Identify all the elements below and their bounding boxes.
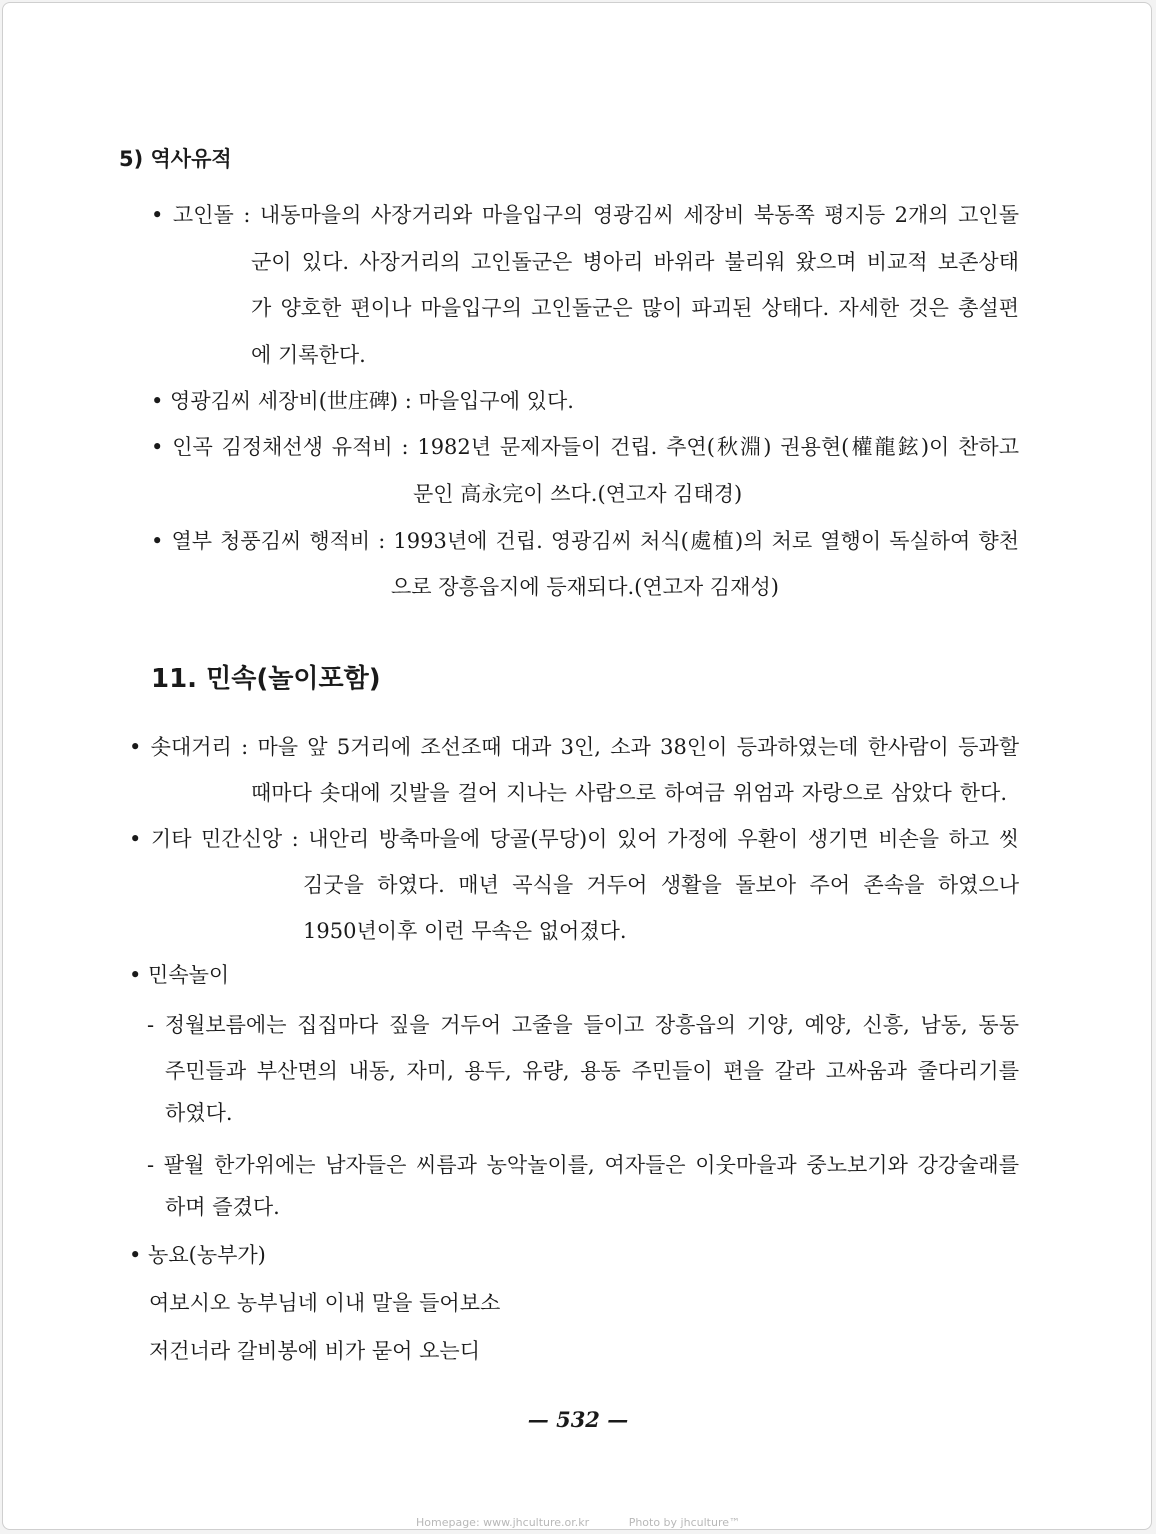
folk-games-heading: • 민속놀이 [129, 963, 230, 987]
document-page [2, 2, 1152, 1530]
jeongwol-line-3: 하였다. [165, 1101, 233, 1125]
section-heading-historic-sites: 5) 역사유적 [119, 147, 232, 171]
goindol-line-4: 에 기록한다. [251, 343, 366, 367]
farm-song-line-2: 저건너라 갈비봉에 비가 묻어 오는디 [149, 1339, 480, 1363]
footer-photo-credit: Photo by jhculture™ [628, 1516, 740, 1529]
farm-song-line-1: 여보시오 농부님네 이내 말을 들어보소 [149, 1291, 501, 1315]
yujeokbi-line-2: 문인 高永完이 쓰다.(연고자 김태경) [413, 482, 743, 506]
haengjeokbi-line-1: • 열부 청풍김씨 행적비 : 1993년에 건립. 영광김씨 처식(處植)의 처로 열행이 독실하여 향천 [151, 529, 1019, 553]
sejangbi-item: • 영광김씨 세장비(世庄碑) : 마을입구에 있다. [151, 389, 574, 413]
sotdae-line-1: • 솟대거리 : 마을 앞 5거리에 조선조때 대과 3인, 소과 38인이 등과하였는데 한사람이 등과할 [129, 735, 1019, 759]
folk-belief-line-2: 김굿을 하였다. 매년 곡식을 거두어 생활을 돌보아 주어 존속을 하였으나 [303, 873, 1019, 897]
goindol-line-1: • 고인돌 : 내동마을의 사장거리와 마을입구의 영광김씨 세장비 북동쪽 평지등 2개의 고인돌 [151, 203, 1019, 227]
folk-belief-line-1: • 기타 민간신앙 : 내안리 방축마을에 당골(무당)이 있어 가정에 우환이 생기면 비손을 하고 씻 [129, 827, 1019, 851]
chuseok-line-1: - 팔월 한가위에는 남자들은 씨름과 농악놀이를, 여자들은 이웃마을과 중노보기와 강강술래를 [147, 1153, 1019, 1177]
footer-homepage: Homepage: www.jhculture.or.kr [415, 1516, 590, 1529]
sotdae-line-2: 때마다 솟대에 깃발을 걸어 지나는 사람으로 하여금 위엄과 자랑으로 삼았다 한다. [251, 781, 1007, 805]
farm-song-heading: • 농요(농부가) [129, 1243, 266, 1267]
haengjeokbi-line-2: 으로 장흥읍지에 등재되다.(연고자 김재성) [391, 575, 779, 599]
goindol-line-2: 군이 있다. 사장거리의 고인돌군은 병아리 바위라 불리워 왔으며 비교적 보존상태 [251, 250, 1019, 274]
jeongwol-line-1: - 정월보름에는 집집마다 짚을 거두어 고줄을 들이고 장흥읍의 기양, 예양, 신흥, 남동, 동동 [147, 1013, 1019, 1037]
section-heading-folklore: 11. 민속(놀이포함) [151, 664, 381, 694]
jeongwol-line-2: 주민들과 부산면의 내동, 자미, 용두, 유량, 용동 주민들이 편을 갈라 고싸움과 줄다리기를 [165, 1059, 1019, 1083]
goindol-line-3: 가 양호한 편이나 마을입구의 고인돌군은 많이 파괴된 상태다. 자세한 것은 총설편 [251, 296, 1019, 320]
folk-belief-line-3: 1950년이후 이런 무속은 없어졌다. [303, 919, 627, 943]
footer [0, 1516, 1156, 1529]
page-number: — 532 — [527, 1407, 629, 1432]
chuseok-line-2: 하며 즐겼다. [165, 1195, 280, 1219]
yujeokbi-line-1: • 인곡 김정채선생 유적비 : 1982년 문제자들이 건립. 추연(秋淵) 권용현(權龍鉉)이 찬하고 [151, 435, 1019, 459]
